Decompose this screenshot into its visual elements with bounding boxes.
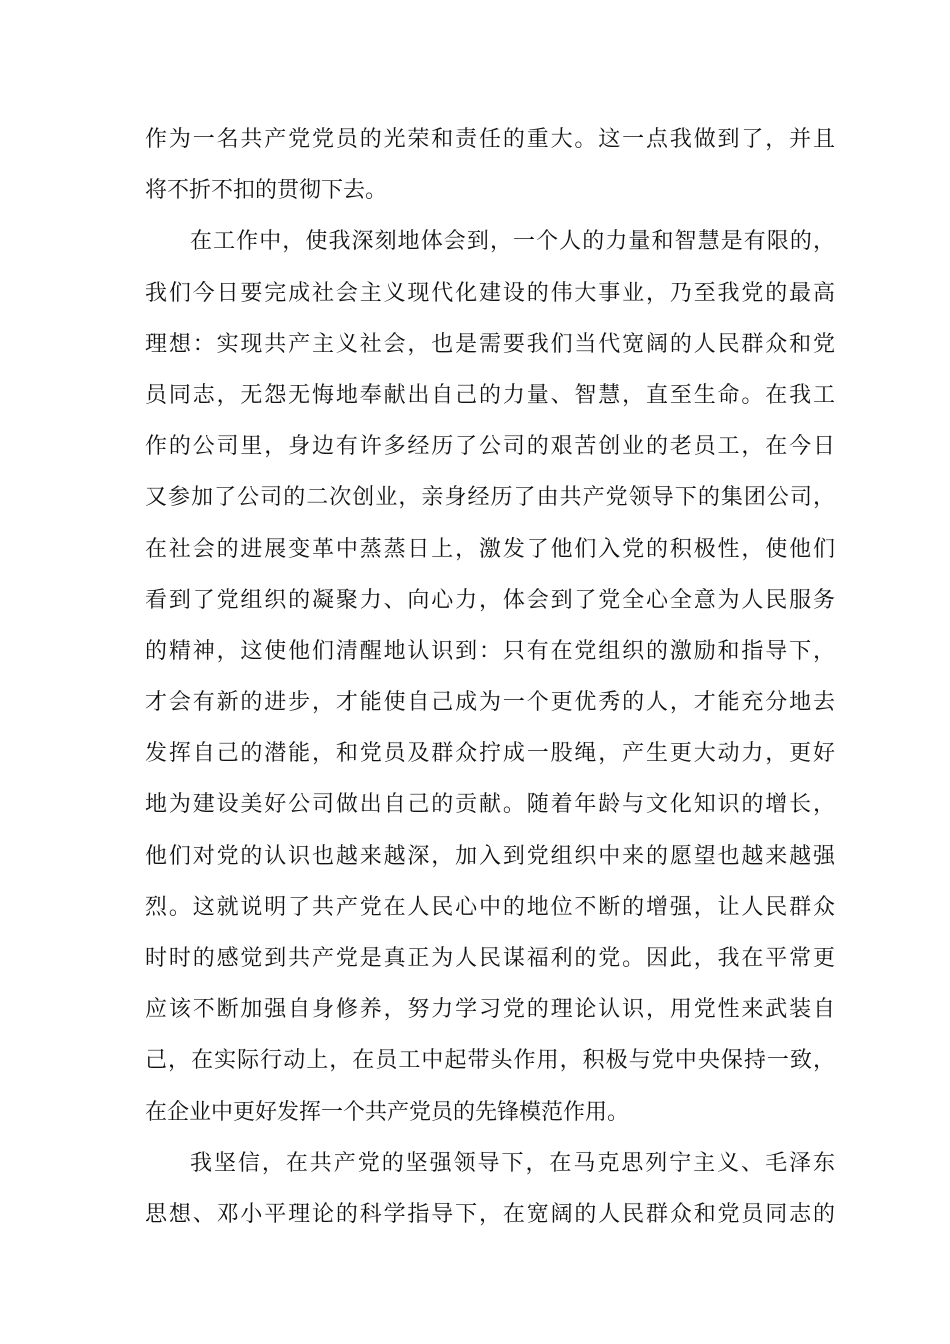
- body-text: [145, 126, 835, 1252]
- text-line: 又参加了公司的二次创业，亲身经历了由共产党领导下的集团公司，: [145, 485, 835, 511]
- text-line: 我们今日要完成社会主义现代化建设的伟大事业，乃至我党的最高: [145, 280, 835, 306]
- text-line: 时时的感觉到共产党是真正为人民谋福利的党。因此，我在平常更: [145, 946, 835, 971]
- text-line: 应该不断加强自身修养，努力学习党的理论认识，用党性来武装自: [145, 997, 835, 1023]
- text-line: 作的公司里，身边有许多经历了公司的艰苦创业的老员工，在今日: [145, 434, 835, 460]
- text-line: 烈。这就说明了共产党在人民心中的地位不断的增强，让人民群众: [145, 894, 835, 920]
- text-line: 员同志，无怨无悔地奉献出自己的力量、智慧，直至生命。在我工: [145, 382, 835, 408]
- text-line: 作为一名共产党党员的光荣和责任的重大。这一点我做到了，并且: [145, 127, 835, 152]
- text-line: 在企业中更好发挥一个共产党员的先锋模范作用。: [145, 1099, 630, 1125]
- text-line: 才会有新的进步，才能使自己成为一个更优秀的人，才能充分地去: [145, 690, 835, 716]
- text-line: 理想：实现共产主义社会，也是需要我们当代宽阔的人民群众和党: [145, 331, 835, 357]
- paragraph-first-line: 在工作中，使我深刻地体会到，一个人的力量和智慧是有限的，: [190, 229, 835, 255]
- text-line: 思想、邓小平理论的科学指导下，在宽阔的人民群众和党员同志的: [145, 1201, 835, 1227]
- text-line: 己，在实际行动上，在员工中起带头作用，积极与党中央保持一致，: [145, 1048, 835, 1074]
- text-line: 在社会的进展变革中蒸蒸日上，激发了他们入党的积极性，使他们: [145, 536, 835, 562]
- paragraph-first-line: 我坚信，在共产党的坚强领导下，在马克思列宁主义、毛泽东: [190, 1150, 835, 1176]
- text-line: 发挥自己的潜能，和党员及群众拧成一股绳，产生更大动力，更好: [145, 741, 835, 767]
- text-line: 将不折不扣的贯彻下去。: [145, 178, 388, 204]
- text-line: 他们对党的认识也越来越深，加入到党组织中来的愿望也越来越强: [145, 843, 835, 869]
- text-line: 地为建设美好公司做出自己的贡献。随着年龄与文化知识的增长，: [145, 792, 835, 818]
- text-line: 看到了党组织的凝聚力、向心力，体会到了党全心全意为人民服务: [145, 587, 835, 613]
- text-line: 的精神，这使他们清醒地认识到：只有在党组织的激励和指导下，: [145, 638, 835, 664]
